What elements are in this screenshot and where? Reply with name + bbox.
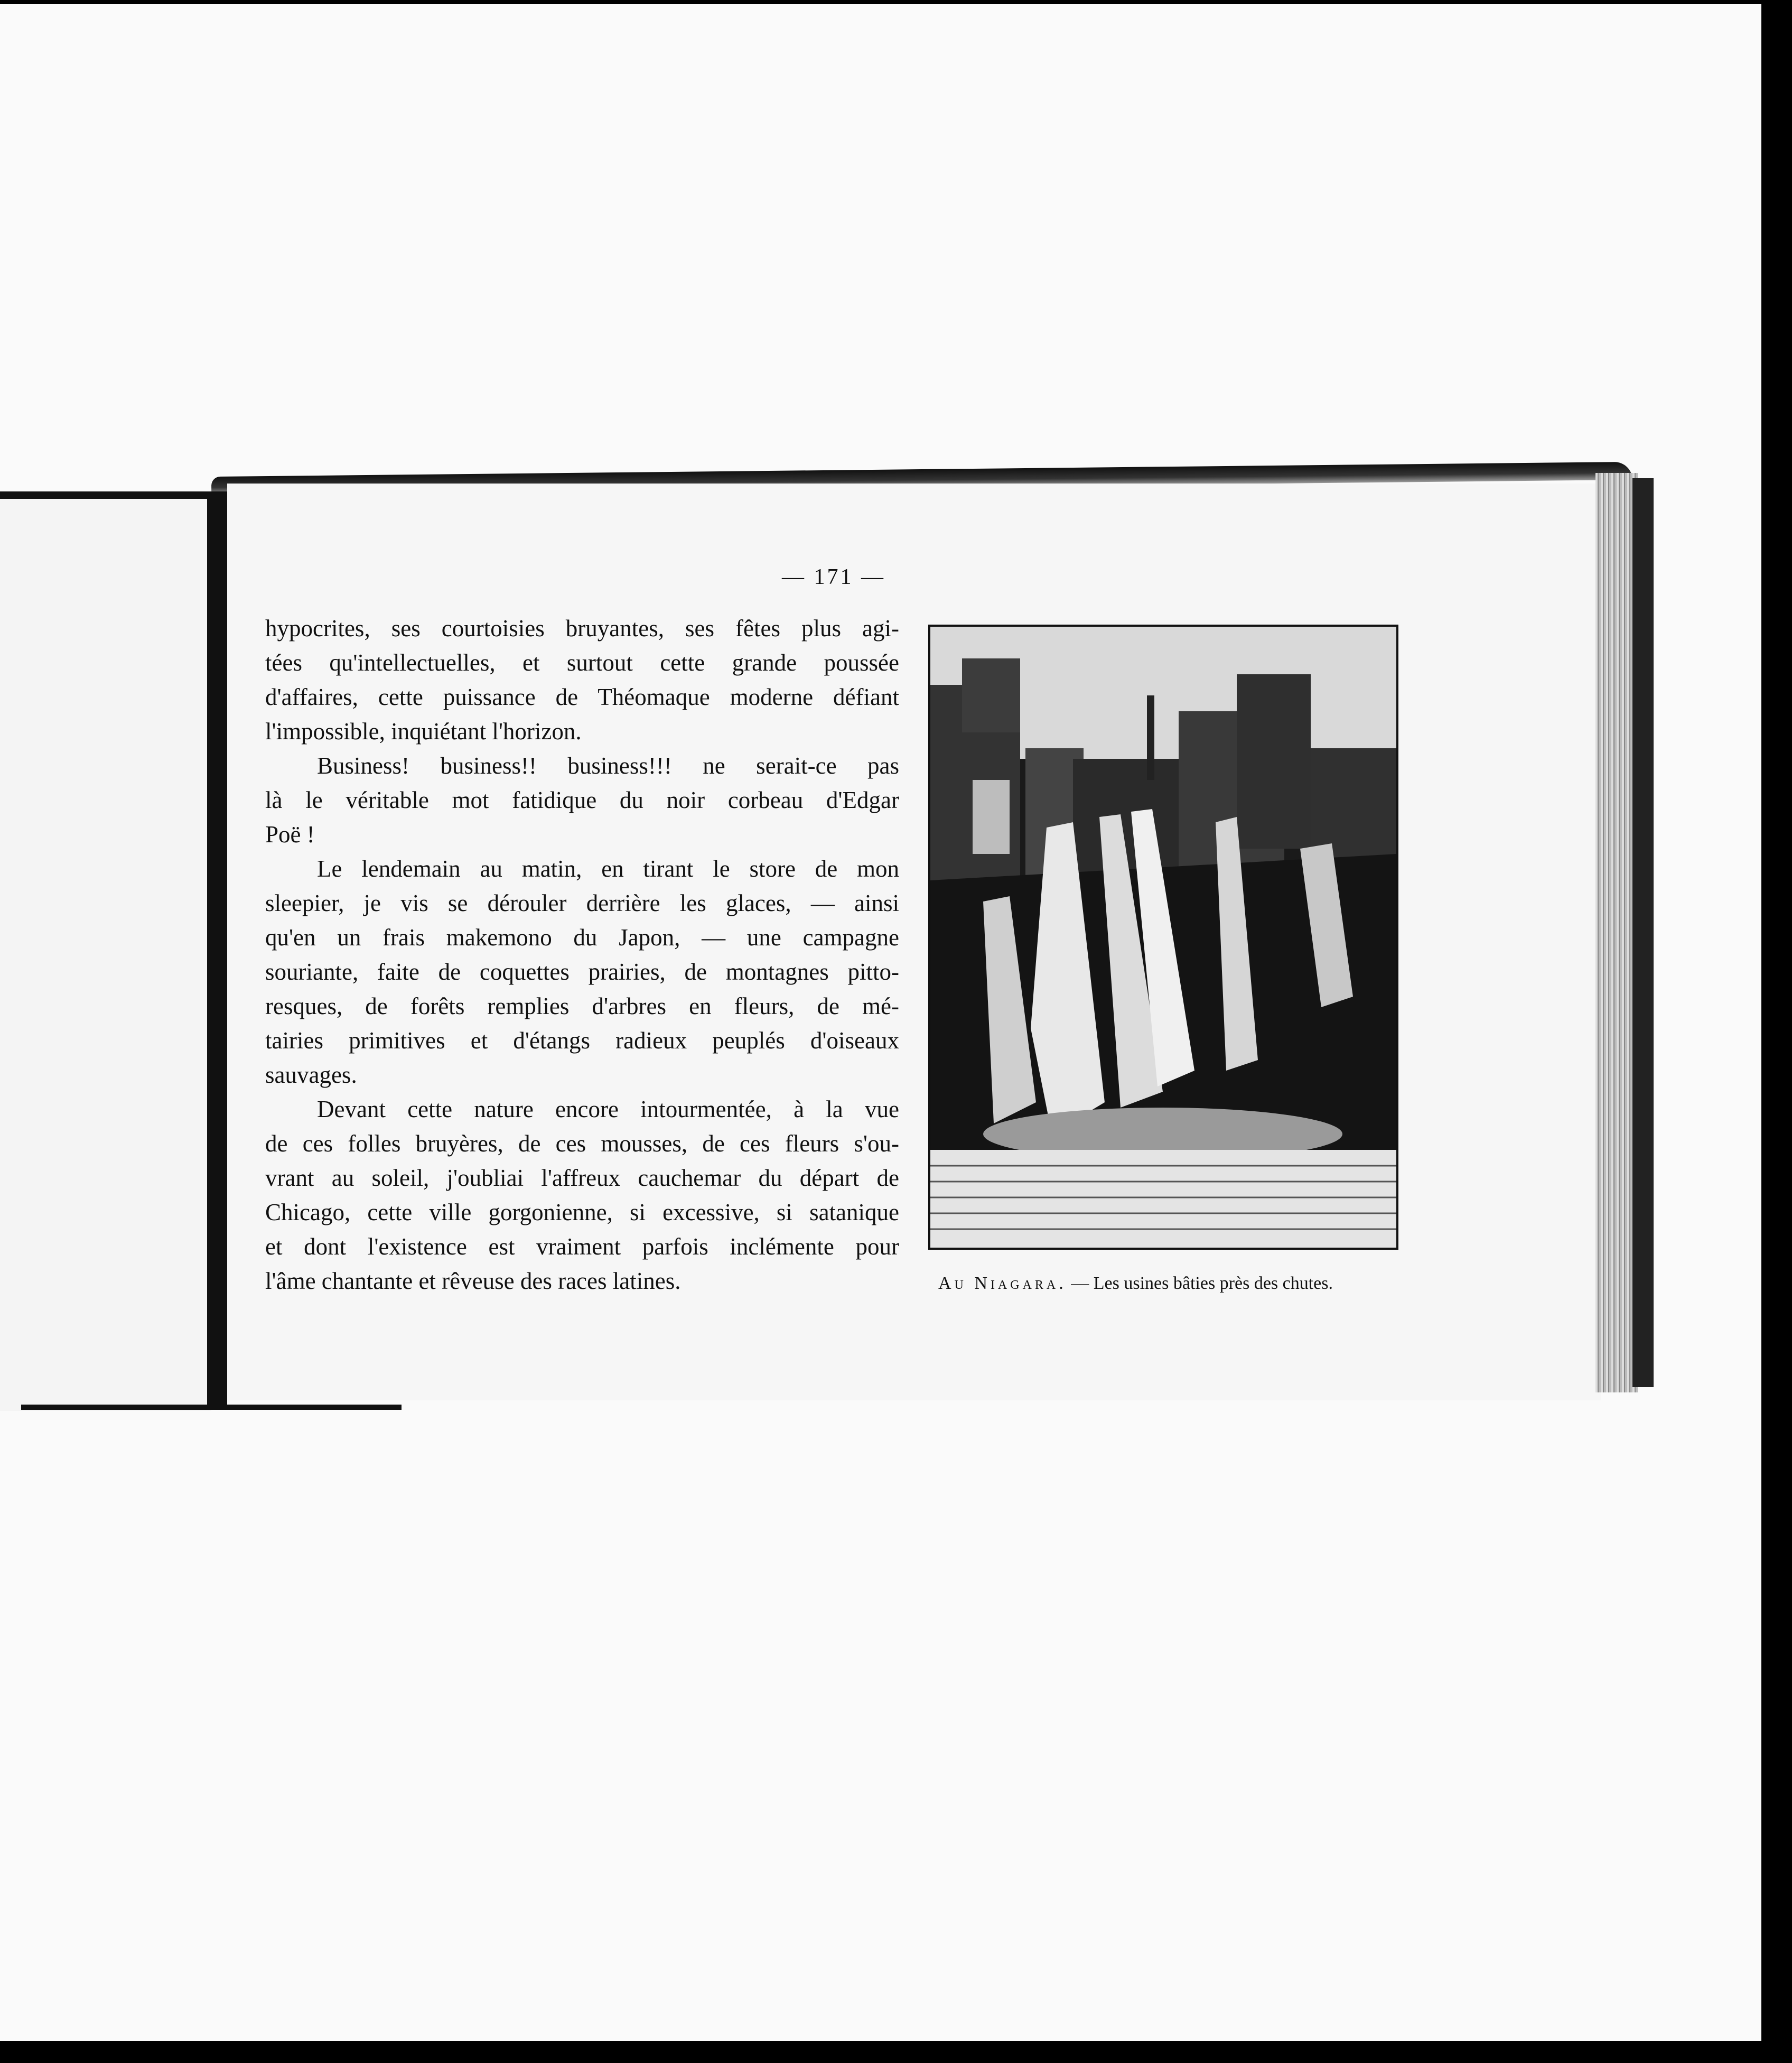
- text-line: vrant au soleil, j'oubliai l'affreux cauchemar du départ de: [265, 1165, 899, 1191]
- text-line: là le véritable mot fatidique du noir corbeau d'Edgar: [265, 787, 899, 813]
- left-page-top-rule: [0, 491, 222, 499]
- text-line: sauvages.: [265, 1062, 357, 1088]
- book-cover-edge: [1632, 478, 1654, 1387]
- page-number: — 171 —: [782, 565, 885, 589]
- left-page: [0, 491, 211, 1411]
- text-line: l'impossible, inquiétant l'horizon.: [265, 718, 582, 745]
- book-pages-edge: [1595, 473, 1638, 1392]
- text-line: qu'en un frais makemono du Japon, — une campagne: [265, 924, 899, 951]
- niagara-illustration: [928, 625, 1398, 1250]
- text-line: Devant cette nature encore intourmentée, à la vue: [317, 1096, 899, 1122]
- scan-border-bottom: [0, 2041, 1792, 2063]
- text-line: souriante, faite de coquettes prairies, de montagnes pitto-: [265, 959, 899, 985]
- text-line: tairies primitives et d'étangs radieux peuplés d'oiseaux: [265, 1027, 899, 1054]
- waterfall-engraving: [930, 627, 1396, 1248]
- text-line: resques, de forêts remplies d'arbres en fleurs, de mé-: [265, 993, 899, 1019]
- book-gutter: [207, 491, 227, 1406]
- text-line: Business! business!! business!!! ne serait-ce pas: [317, 752, 899, 779]
- text-line: Chicago, cette ville gorgonienne, si excessive, si satanique: [265, 1199, 899, 1225]
- text-line: sleepier, je vis se dérouler derrière les glaces, — ainsi: [265, 890, 899, 916]
- text-line: l'âme chantante et rêveuse des races latines.: [265, 1268, 681, 1294]
- scan-border-top: [0, 0, 1792, 4]
- text-line: hypocrites, ses courtoisies bruyantes, ses fêtes plus agi-: [265, 615, 899, 642]
- scan-border-right: [1761, 0, 1792, 2063]
- figure-caption: [938, 1274, 1333, 1294]
- text-line: de ces folles bruyères, de ces mousses, de ces fleurs s'ou-: [265, 1130, 899, 1157]
- text-line: d'affaires, cette puissance de Théomaque moderne défiant: [265, 684, 899, 710]
- left-page-bottom-rule: [21, 1405, 402, 1410]
- text-line: tées qu'intellectuelles, et surtout cette grande poussée: [265, 649, 899, 676]
- caption-place: Au Niagara.: [938, 1274, 1067, 1293]
- caption-text: — Les usines bâties près des chutes.: [1066, 1274, 1333, 1293]
- text-line: Poë !: [265, 821, 315, 848]
- text-line: Le lendemain au matin, en tirant le store de mon: [317, 856, 899, 882]
- text-line: et dont l'existence est vraiment parfois inclémente pour: [265, 1233, 899, 1260]
